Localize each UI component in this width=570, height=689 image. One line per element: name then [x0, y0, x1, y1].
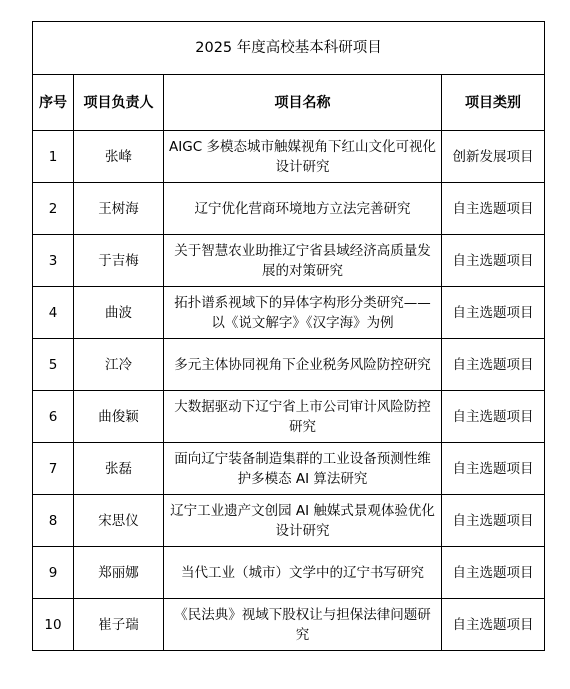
cell-project-name: 大数据驱动下辽宁省上市公司审计风险防控研究: [164, 391, 442, 443]
table-title: 2025 年度高校基本科研项目: [33, 22, 545, 75]
cell-project-name: 多元主体协同视角下企业税务风险防控研究: [164, 339, 442, 391]
cell-leader: 张峰: [74, 131, 164, 183]
table-row: [33, 339, 545, 391]
cell-project-name: AIGC 多模态城市触媒视角下红山文化可视化设计研究: [164, 131, 442, 183]
cell-leader: 张磊: [74, 443, 164, 495]
table-row: [33, 443, 545, 495]
cell-leader: 曲俊颖: [74, 391, 164, 443]
table-row: [33, 599, 545, 651]
cell-category: 自主选题项目: [442, 443, 545, 495]
cell-project-name: 《民法典》视域下股权让与担保法律问题研究: [164, 599, 442, 651]
cell-seq: 6: [33, 391, 74, 443]
cell-leader: 江冷: [74, 339, 164, 391]
cell-project-name: 关于智慧农业助推辽宁省县域经济高质量发展的对策研究: [164, 235, 442, 287]
cell-seq: 10: [33, 599, 74, 651]
header-row: [33, 75, 545, 131]
cell-seq: 5: [33, 339, 74, 391]
cell-seq: 2: [33, 183, 74, 235]
cell-project-name: 拓扑谱系视域下的异体字构形分类研究——以《说文解字》《汉字海》为例: [164, 287, 442, 339]
cell-category: 自主选题项目: [442, 599, 545, 651]
cell-seq: 3: [33, 235, 74, 287]
header-seq: 序号: [33, 75, 74, 131]
table-row: [33, 495, 545, 547]
table-row: [33, 235, 545, 287]
cell-category: 自主选题项目: [442, 235, 545, 287]
table-row: [33, 547, 545, 599]
cell-seq: 9: [33, 547, 74, 599]
cell-project-name: 面向辽宁装备制造集群的工业设备预测性维护多模态 AI 算法研究: [164, 443, 442, 495]
cell-category: 自主选题项目: [442, 547, 545, 599]
cell-seq: 7: [33, 443, 74, 495]
cell-project-name: 辽宁工业遗产文创园 AI 触媒式景观体验优化设计研究: [164, 495, 442, 547]
project-table: [32, 21, 545, 651]
cell-category: 自主选题项目: [442, 183, 545, 235]
title-row: [33, 22, 545, 75]
cell-seq: 8: [33, 495, 74, 547]
cell-category: 自主选题项目: [442, 339, 545, 391]
cell-seq: 1: [33, 131, 74, 183]
table-row: [33, 287, 545, 339]
cell-leader: 郑丽娜: [74, 547, 164, 599]
cell-leader: 王树海: [74, 183, 164, 235]
cell-project-name: 辽宁优化营商环境地方立法完善研究: [164, 183, 442, 235]
cell-leader: 于吉梅: [74, 235, 164, 287]
cell-leader: 宋思仪: [74, 495, 164, 547]
header-leader: 项目负责人: [74, 75, 164, 131]
table-row: [33, 131, 545, 183]
cell-category: 自主选题项目: [442, 495, 545, 547]
cell-leader: 曲波: [74, 287, 164, 339]
header-name: 项目名称: [164, 75, 442, 131]
cell-category: 创新发展项目: [442, 131, 545, 183]
cell-seq: 4: [33, 287, 74, 339]
table-row: [33, 183, 545, 235]
header-category: 项目类别: [442, 75, 545, 131]
table-row: [33, 391, 545, 443]
cell-category: 自主选题项目: [442, 287, 545, 339]
cell-project-name: 当代工业（城市）文学中的辽宁书写研究: [164, 547, 442, 599]
cell-leader: 崔子瑞: [74, 599, 164, 651]
cell-category: 自主选题项目: [442, 391, 545, 443]
